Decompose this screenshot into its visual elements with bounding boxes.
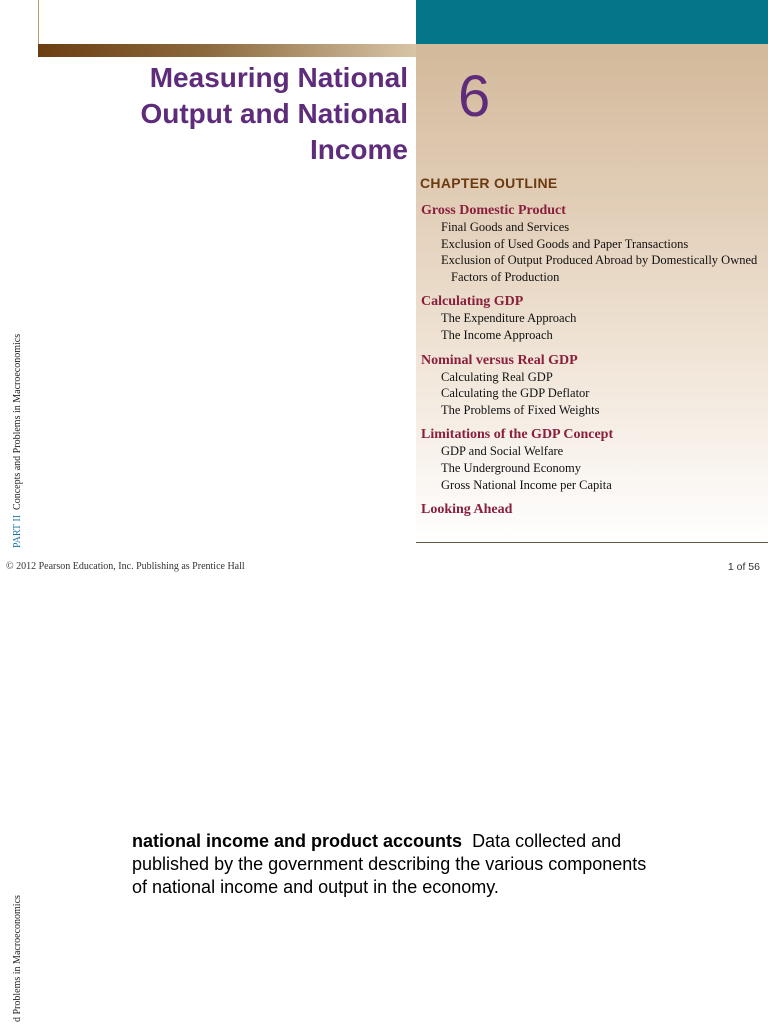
outline-section [421, 352, 766, 419]
chapter-title-line: Income [309, 134, 408, 165]
outline-item: Exclusion of Output Produced Abroad by Domestically Owned Factors of Production [441, 253, 758, 284]
outline-item: GDP and Social Welfare [441, 444, 564, 459]
outline-section-title: Calculating GDP [421, 294, 524, 310]
header-gradient-stripe [38, 44, 416, 57]
header-divider-line [38, 0, 39, 44]
outline-section-title: Limitations of the GDP Concept [421, 427, 614, 443]
outline-item: The Expenditure Approach [441, 311, 577, 326]
outline-item: Exclusion of Used Goods and Paper Transactions [441, 236, 689, 251]
outline-item: Gross National Income per Capita [441, 477, 612, 492]
part-side-label-partial: d Problems in Macroeconomics [12, 895, 23, 1022]
outline-section-title: Looking Ahead [421, 502, 513, 518]
part-number-label: PART II [12, 514, 23, 548]
outline-section-title: Nominal versus Real GDP [421, 352, 578, 368]
outline-item: The Underground Economy [441, 460, 582, 475]
outline-section-title: Gross Domestic Product [421, 203, 566, 218]
part-side-label [12, 334, 23, 548]
outline-section [421, 501, 766, 518]
part-title-label: Concepts and Problems in Macroeconomics [12, 333, 23, 510]
glossary-text: Data collected and published by the government describing the various components of national income and output in the economy. [132, 831, 647, 897]
glossary-term: national income and product accounts [132, 831, 463, 851]
header-teal-bar [416, 0, 768, 44]
chapter-title-line: Output and National [140, 98, 408, 129]
chapter-title-line: Measuring National [149, 62, 408, 93]
chapter-outline [421, 202, 766, 526]
chapter-title [100, 60, 408, 168]
outline-item: The Problems of Fixed Weights [441, 402, 600, 417]
outline-item: Calculating Real GDP [441, 369, 553, 384]
outline-item: Calculating the GDP Deflator [441, 386, 590, 401]
outline-section [421, 202, 766, 285]
outline-panel-rule [416, 542, 768, 543]
copyright-notice: © 2012 Pearson Education, Inc. Publishing as Prentice Hall [6, 561, 245, 572]
glossary-definition [132, 830, 652, 899]
page-number: 1 of 56 [727, 561, 760, 573]
outline-section [421, 293, 766, 343]
chapter-number: 6 [458, 64, 491, 129]
outline-heading: CHAPTER OUTLINE [420, 175, 558, 191]
outline-item: The Income Approach [441, 327, 553, 342]
outline-item: Final Goods and Services [441, 220, 570, 234]
outline-section [421, 426, 766, 493]
